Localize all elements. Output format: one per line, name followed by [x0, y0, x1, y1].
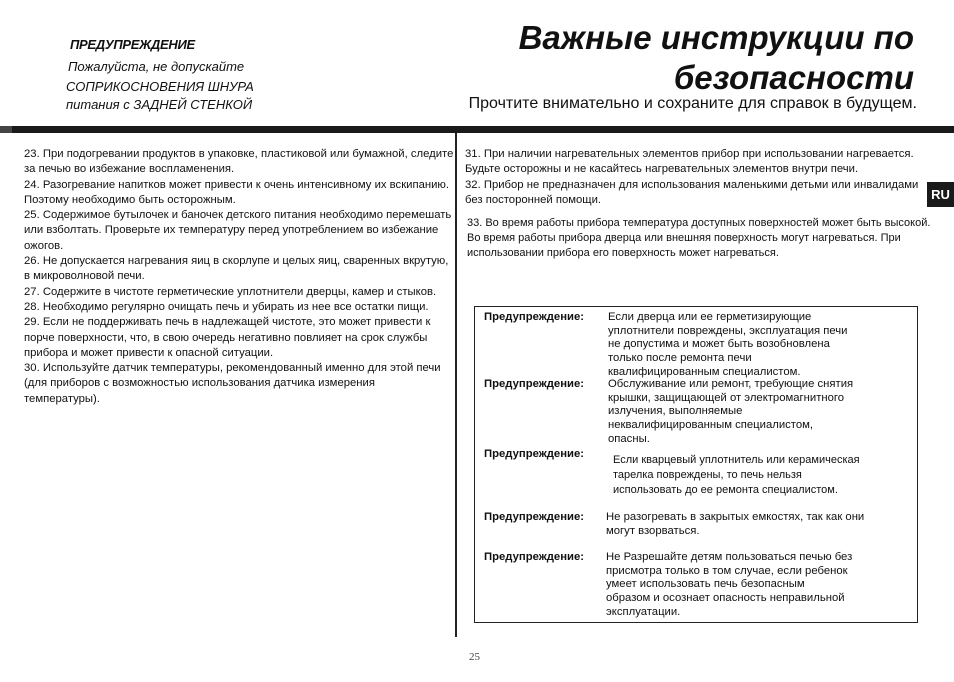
page-title: [519, 18, 914, 98]
cord-warning-line: СОПРИКОСНОВЕНИЯ ШНУРА: [66, 79, 254, 94]
column-divider: [455, 133, 457, 637]
warning-label: Предупреждение:: [484, 378, 585, 390]
page-title-line: безопасности: [673, 59, 914, 96]
instruction-item: 26. Не допускается нагревания яиц в скорлупе и целых яиц, сваренных вкрутую, в микроволновой печи.: [24, 255, 449, 283]
warning-label: Предупреждение:: [484, 551, 585, 563]
warning-text: Не Разрешайте детям пользоваться печью без присмотра только в том случае, если ребенок умеет использовать печь безопасным образом и осознает опасность неправильной эксплуатации.: [606, 551, 853, 618]
page-number: 25: [469, 651, 480, 663]
instructions-right-column: [465, 147, 935, 261]
instructions-left-column: [24, 147, 454, 407]
header-rule: [0, 126, 954, 133]
instruction-item: 25. Содержимое бутылочек и баночек детского питания необходимо перемешать или взболтать. Проверьте их температуру перед употреблением во избежание ожогов.: [24, 209, 452, 252]
instruction-item: 33. Во время работы прибора температура доступных поверхностей может быть высокой. Во время работы прибора дверца или внешняя поверхность могут нагреваться. При использовании прибора его поверхность может нагреваться.: [467, 217, 931, 260]
instruction-item: 31. При наличии нагревательных элементов прибор при использовании нагревается. Будьте осторожны и не касайтесь нагревательных элементов внутри печи.: [465, 148, 914, 176]
instruction-item: 28. Необходимо регулярно очищать печь и убирать из нее все остатки пищи.: [24, 300, 429, 313]
warning-text: Обслуживание или ремонт, требующие снятия крышки, защищающей от электромагнитного излучения, выполняемые неквалифицированным специалистом, опасны.: [608, 378, 854, 445]
cord-warning-line: Пожалуйста, не допускайте: [68, 59, 245, 74]
instruction-item: 30. Используйте датчик температуры, рекомендованный именно для этой печи (для приборов с возможностью использования датчика измерения температуры).: [24, 362, 441, 405]
warning-text: Если кварцевый уплотнитель или керамическая тарелка повреждены, то печь нельзя использовать до ее ремонта специалистом.: [613, 454, 860, 496]
instruction-item: 24. Разогревание напитков может привести к очень интенсивному их вскипанию. Поэтому необходимо быть осторожным.: [24, 178, 450, 206]
instruction-item: 23. При подогревании продуктов в упаковке, пластиковой или бумажной, следите за печью во избежание воспламенения.: [24, 148, 454, 176]
cord-warning-line: питания с ЗАДНЕЙ СТЕНКОЙ: [66, 97, 253, 112]
cord-warning-label: ПРЕДУПРЕЖДЕНИЕ: [70, 37, 195, 52]
warning-label: Предупреждение:: [484, 511, 585, 523]
instruction-item: 27. Содержите в чистоте герметические уплотнители дверцы, камер и стыков.: [24, 285, 437, 298]
page-title-line: Важные инструкции по: [518, 19, 914, 56]
language-tab: RU: [927, 182, 954, 207]
header-rule-stub: [0, 126, 12, 133]
warning-label: Предупреждение:: [484, 311, 585, 323]
page-subtitle: Прочтите внимательно и сохраните для справок в будущем.: [468, 95, 917, 112]
warning-label: Предупреждение:: [484, 448, 585, 460]
warning-text: Если дверца или ее герметизирующие уплотнители повреждены, эксплуатация печи не допустима и может быть возобновлена только после ремонта печи квалифицированным специалистом.: [608, 311, 848, 378]
warnings-box: [474, 306, 918, 623]
warning-text: Не разогревать в закрытых емкостях, так как они могут взорваться.: [606, 511, 865, 537]
instruction-item: 29. Если не поддерживать печь в надлежащей чистоте, это может привести к порче поверхности, что, в свою очередь негативно повлияет на срок службы прибора и может привести к опасной ситуации.: [24, 316, 431, 359]
instruction-item: 32. Прибор не предназначен для использования маленькими детьми или инвалидами без посторонней помощи.: [465, 178, 919, 206]
